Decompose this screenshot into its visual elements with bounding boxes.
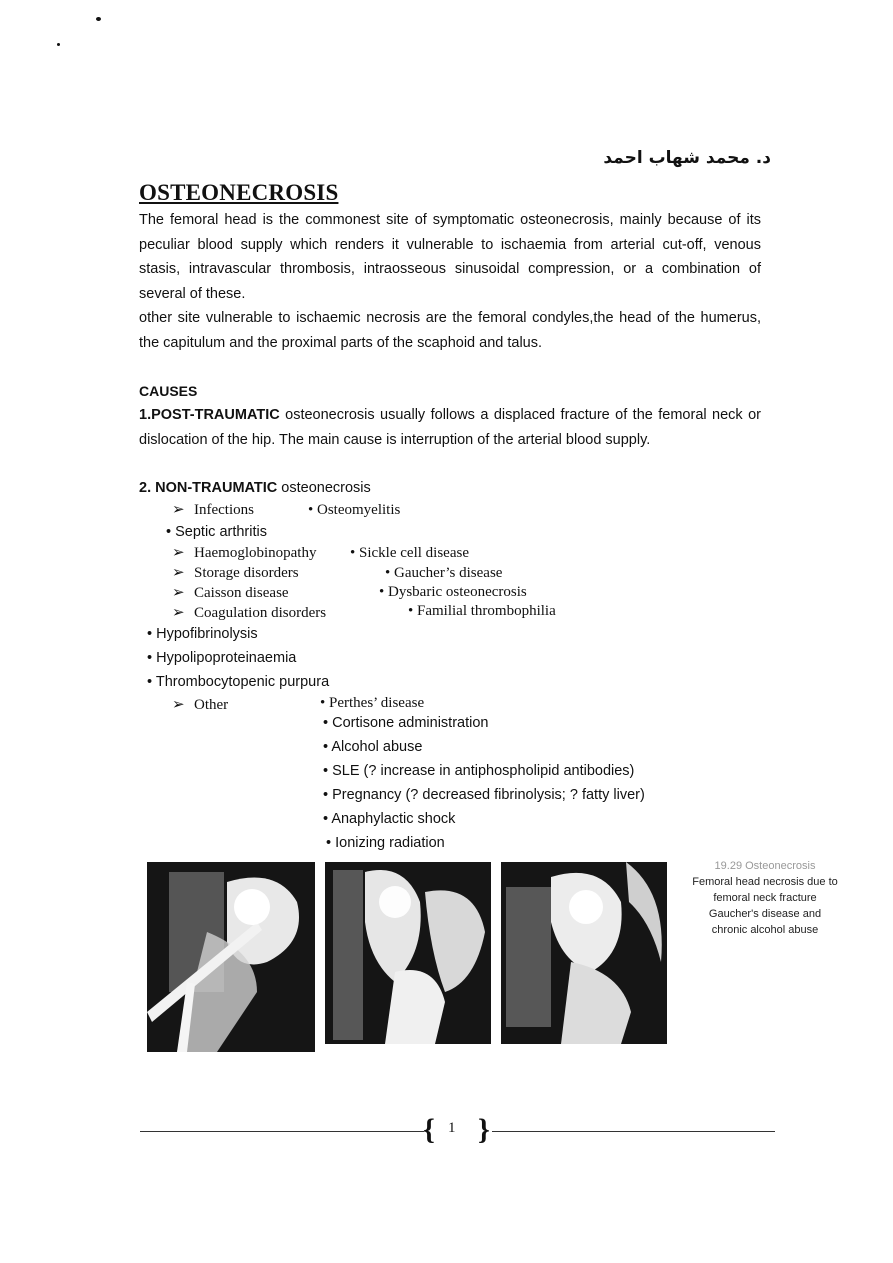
list-item [408, 601, 556, 621]
list-item [326, 833, 445, 853]
list-item [172, 500, 254, 520]
list-item-label: Anaphylactic shock [331, 811, 456, 827]
arrow-bullet-icon: ➢ [172, 502, 185, 518]
list-item [172, 543, 316, 563]
list-item-label: Hypolipoproteinaemia [156, 650, 297, 666]
list-item-label: Infections [194, 502, 254, 518]
arrow-bullet-icon: ➢ [172, 585, 185, 601]
list-item-label: Septic arthritis [175, 524, 267, 540]
arrow-bullet-icon: ➢ [172, 545, 185, 561]
list-item-label: Cortisone administration [332, 715, 489, 731]
xray-image-alcohol [501, 862, 667, 1044]
post-traumatic-text: osteonecrosis usually follows a displaced fracture of the femoral neck or dislocation of the hip. The main cause is interruption of the arterial blood supply. [139, 407, 761, 448]
xray-image-fracture [147, 862, 315, 1052]
list-item-label: Alcohol abuse [331, 739, 423, 755]
list-item-label: Coagulation disorders [194, 605, 327, 621]
footer-brace: } [478, 1113, 490, 1146]
list-item [323, 737, 422, 757]
list-item [172, 563, 299, 583]
list-item-label: Other [194, 697, 229, 713]
list-item [172, 603, 326, 623]
list-item [172, 695, 228, 715]
arrow-bullet-icon: ➢ [172, 605, 185, 621]
list-item [172, 583, 289, 603]
list-item-label: Sickle cell disease [359, 545, 469, 561]
causes-heading: CAUSES [139, 383, 198, 399]
list-item [323, 809, 455, 829]
list-item [147, 648, 296, 668]
arrow-bullet-icon: ➢ [172, 697, 185, 713]
intro-paragraph: The femoral head is the commonest site of symptomatic osteonecrosis, mainly because of its peculiar blood supply which renders it vulnerable to ischaemia from arterial cut-off, venous stasis, intravascular thrombosis, intraosseous sinusoidal compression, or a combination of several of these. [139, 212, 761, 302]
list-item-label: Hypofibrinolysis [156, 626, 258, 642]
non-traumatic-label: 2. NON-TRAUMATIC [139, 480, 278, 496]
figure-caption [680, 858, 850, 938]
caption-line: Gaucher's disease and [708, 908, 822, 920]
list-item [350, 543, 469, 563]
list-item [379, 582, 527, 602]
page-number: 1 [448, 1120, 456, 1136]
footer-rule [140, 1131, 424, 1132]
intro-paragraph: other site vulnerable to ischaemic necrosis are the femoral condyles,the head of the humerus, the capitulum and the proximal parts of the scaphoid and talus. [139, 310, 761, 351]
list-item-label: Haemoglobinopathy [194, 545, 317, 561]
post-traumatic-paragraph [139, 403, 761, 452]
list-item-label: Ionizing radiation [335, 835, 445, 851]
list-item [147, 672, 329, 692]
footer-rule [492, 1131, 775, 1132]
footer-brace: { [423, 1113, 435, 1146]
scan-speck [96, 17, 101, 21]
caption-line: femoral neck fracture [713, 892, 817, 904]
list-item-label: Perthes’ disease [329, 695, 425, 711]
author-name: د. محمد شهاب احمد [603, 148, 771, 168]
caption-line: chronic alcohol abuse [711, 924, 819, 936]
list-item [166, 522, 267, 542]
list-item [323, 713, 488, 733]
caption-line: Femoral head necrosis due to [692, 876, 838, 888]
list-item-label: Caisson disease [194, 585, 289, 601]
scan-speck [57, 43, 60, 46]
figure-number: 19.29 Osteonecrosis [714, 860, 816, 872]
arrow-bullet-icon: ➢ [172, 565, 185, 581]
list-item-label: Storage disorders [194, 565, 299, 581]
list-item-label: Osteomyelitis [317, 502, 401, 518]
post-traumatic-label: 1.POST-TRAUMATIC [139, 407, 280, 423]
list-item-label: Pregnancy (? decreased fibrinolysis; ? fatty liver) [332, 787, 645, 803]
list-item-label: Dysbaric osteonecrosis [388, 584, 527, 600]
page-title: OSTEONECROSIS [139, 180, 339, 205]
list-item-label: Thrombocytopenic purpura [155, 674, 330, 690]
list-item [147, 624, 258, 644]
non-traumatic-heading [139, 478, 371, 498]
list-item [308, 500, 400, 520]
xray-image-gaucher [325, 862, 491, 1044]
non-traumatic-text: osteonecrosis [277, 480, 371, 496]
list-item [385, 563, 502, 583]
list-item [320, 693, 424, 713]
list-item [323, 785, 645, 805]
list-item-label: Familial thrombophilia [417, 603, 556, 619]
list-item-label: SLE (? increase in antiphospholipid antibodies) [332, 763, 635, 779]
list-item [323, 761, 634, 781]
list-item-label: Gaucher’s disease [394, 565, 503, 581]
